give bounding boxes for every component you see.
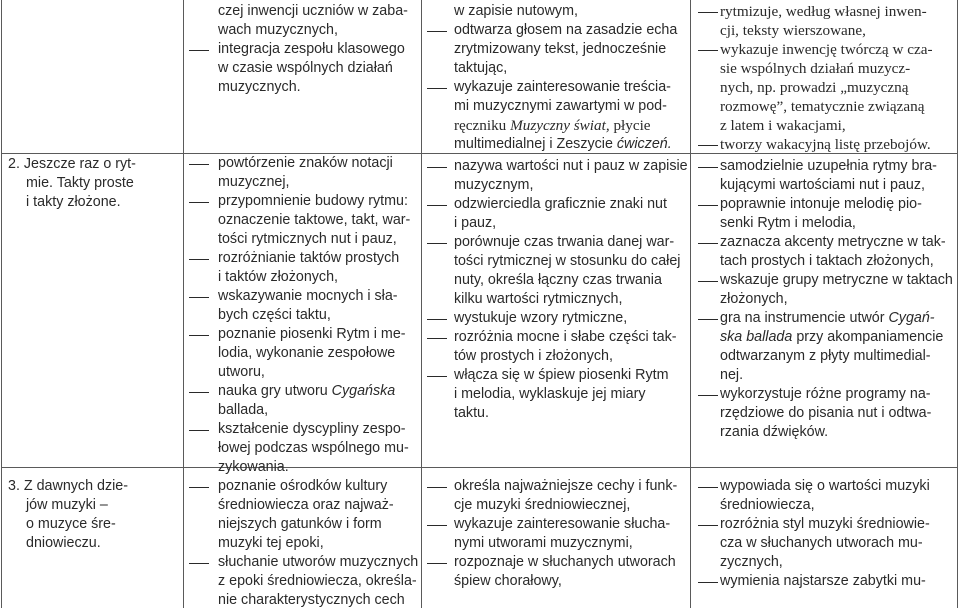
- column-divider: [957, 0, 958, 608]
- requirement-line: taktując,: [454, 60, 508, 76]
- bullet-dash: [427, 319, 447, 320]
- requirement-line: z latem i wakacjami,: [720, 117, 846, 134]
- requirement-line: rytmizuje, według własnej inwen-: [720, 3, 927, 20]
- bullet-dash: [698, 487, 718, 488]
- requirement-line: rzania dźwięków.: [720, 424, 829, 440]
- requirement-line: rzędziowe do pisania nut i odtwa-: [720, 405, 932, 421]
- bullet-dash: [698, 167, 718, 168]
- bullet-dash: [189, 202, 209, 203]
- lesson-topic-column: [0, 0, 183, 608]
- requirement-line: odtwarza głosem na zasadzie echa: [454, 22, 678, 38]
- requirement-line: rozpoznaje w słuchanych utworach: [454, 554, 676, 570]
- requirement-line: wykazuje zainteresowanie słucha-: [454, 516, 671, 532]
- requirement-line: cza w słuchanych utworach mu-: [720, 535, 923, 551]
- requirement-line: muzycznym,: [454, 177, 534, 193]
- bullet-dash: [189, 487, 209, 488]
- requirement-line: nych, np. prowadzi „muzyczną: [720, 79, 909, 96]
- requirement-line: i pauz,: [454, 215, 497, 231]
- requirement-line: nej.: [720, 367, 744, 383]
- requirement-line: porównuje czas trwania danej war-: [454, 234, 675, 250]
- requirement-line: włącza się w śpiew piosenki Rytm: [454, 367, 669, 383]
- bullet-dash: [698, 319, 718, 320]
- requirement-line: [454, 135, 672, 154]
- bullet-dash: [698, 243, 718, 244]
- bullet-dash: [698, 145, 718, 146]
- bullet-dash: [427, 167, 447, 168]
- content-line: łowej podczas wspólnego mu-: [218, 440, 409, 456]
- requirement-line: poprawnie intonuje melodię pio-: [720, 196, 922, 212]
- bullet-dash: [427, 563, 447, 564]
- topic-line: 3. Z dawnych dzie-: [8, 478, 128, 494]
- requirement-line: tworzy wakacyjną listę przebojów.: [720, 136, 931, 153]
- requirement-line: rozróżnia mocne i słabe części tak-: [454, 329, 677, 345]
- content-line: bych części taktu,: [218, 307, 331, 323]
- content-line: utworu,: [218, 364, 265, 380]
- requirement-line: zycznych,: [720, 554, 783, 570]
- topic-line: 2. Jeszcze raz o ryt-: [8, 156, 136, 172]
- bullet-dash: [698, 582, 718, 583]
- requirement-line: w zapisie nutowym,: [454, 3, 578, 19]
- content-line: muzyki tej epoki,: [218, 535, 324, 551]
- content-line: zykowania.: [218, 459, 289, 475]
- content-line: oznaczenie taktowe, takt, war-: [218, 212, 411, 228]
- bullet-dash: [698, 525, 718, 526]
- content-line: wach muzycznych,: [218, 22, 338, 38]
- bullet-dash: [189, 335, 209, 336]
- requirement-line: mi muzycznymi zawartymi w pod-: [454, 98, 667, 114]
- content-line: z epoki średniowiecza, określa-: [218, 573, 417, 589]
- bullet-dash: [427, 31, 447, 32]
- content-line: integracja zespołu klasowego: [218, 41, 405, 57]
- requirement-line: rozmowę”, tematycznie związaną: [720, 98, 925, 115]
- lesson-content-column: [183, 0, 421, 608]
- content-line: niejszych gatunków i form: [218, 516, 382, 532]
- content-line: średniowiecza oraz najważ-: [218, 497, 394, 513]
- requirement-line: kilku wartości rytmicznych,: [454, 291, 623, 307]
- requirement-line: zaznacza akcenty metryczne w tak-: [720, 234, 946, 250]
- requirement-line: wykorzystuje różne programy na-: [720, 386, 931, 402]
- bullet-dash: [427, 376, 447, 377]
- requirement-line: i melodia, wyklaskuje jej miary: [454, 386, 646, 402]
- bullet-dash: [698, 50, 718, 51]
- text-run: nauka gry utworu: [218, 383, 332, 399]
- requirement-line: wypowiada się o wartości muzyki: [720, 478, 930, 494]
- requirement-line: średniowiecza,: [720, 497, 815, 513]
- content-line: muzycznej,: [218, 174, 290, 190]
- requirement-line: [454, 116, 651, 135]
- content-line: poznanie piosenki Rytm i me-: [218, 326, 406, 342]
- requirement-line: senki Rytm i melodia,: [720, 215, 856, 231]
- bullet-dash: [427, 525, 447, 526]
- bullet-dash: [427, 88, 447, 89]
- song-title: ska ballada: [720, 329, 793, 345]
- content-line: kształcenie dyscypliny zespo-: [218, 421, 406, 437]
- content-line: lodia, wykonanie zespołowe: [218, 345, 396, 361]
- requirement-line: cje muzyki średniowiecznej,: [454, 497, 631, 513]
- topic-line: i takty złożone.: [26, 194, 121, 210]
- topic-line: dniowieczu.: [26, 535, 101, 551]
- book-title: ćwiczeń.: [616, 136, 672, 152]
- content-line: powtórzenie znaków notacji: [218, 155, 393, 171]
- bullet-dash: [189, 164, 209, 165]
- requirement-line: kującymi wartościami nut i pauz,: [720, 177, 925, 193]
- requirement-line: tów prostych i złożonych,: [454, 348, 613, 364]
- bullet-dash: [189, 297, 209, 298]
- topic-line: jów muzyki –: [26, 497, 108, 513]
- extended-requirements-column: [690, 0, 957, 608]
- content-line: [218, 382, 395, 401]
- content-line: rozróżnianie taktów prostych: [218, 250, 400, 266]
- content-line: słuchanie utworów muzycznych: [218, 554, 419, 570]
- topic-line: mie. Takty proste: [26, 175, 134, 191]
- requirement-line: samodzielnie uzupełnia rytmy bra-: [720, 158, 937, 174]
- content-line: i taktów złożonych,: [218, 269, 338, 285]
- bullet-dash: [189, 430, 209, 431]
- requirement-line: [720, 309, 935, 328]
- requirement-line: wymienia najstarsze zabytki mu-: [720, 573, 926, 589]
- requirement-line: taktu.: [454, 405, 489, 421]
- requirement-line: rozróżnia styl muzyki średniowie-: [720, 516, 930, 532]
- requirement-line: złożonych,: [720, 291, 788, 307]
- text-run: gra na instrumencie utwór: [720, 310, 889, 326]
- text-run: multimedialnej i Zeszycie: [454, 136, 617, 152]
- content-line: wskazywanie mocnych i sła-: [218, 288, 398, 304]
- bullet-dash: [189, 50, 209, 51]
- basic-requirements-column: [421, 0, 690, 608]
- requirement-line: sie wspólnych działań muzycz-: [720, 60, 911, 77]
- bullet-dash: [698, 395, 718, 396]
- requirement-line: odtwarzanym z płyty multimedial-: [720, 348, 931, 364]
- requirement-line: nazywa wartości nut i pauz w zapisie: [454, 158, 688, 174]
- song-title: Cygańska: [331, 383, 396, 399]
- content-line: przypomnienie budowy rytmu:: [218, 193, 408, 209]
- content-line: muzycznych.: [218, 79, 301, 95]
- bullet-dash: [189, 392, 209, 393]
- bullet-dash: [427, 338, 447, 339]
- requirement-line: [720, 328, 943, 347]
- requirement-line: nymi utworami muzycznymi,: [454, 535, 633, 551]
- content-line: ballada,: [218, 402, 269, 418]
- content-line: nie charakterystycznych cech: [218, 592, 405, 608]
- requirement-line: odzwierciedla graficznie znaki nut: [454, 196, 667, 212]
- content-line: w czasie wspólnych działań: [218, 60, 393, 76]
- bullet-dash: [698, 12, 718, 13]
- requirement-line: wystukuje wzory rytmiczne,: [454, 310, 628, 326]
- requirement-line: śpiew chorałowy,: [454, 573, 562, 589]
- bullet-dash: [189, 563, 209, 564]
- requirement-line: tości rytmicznej w stosunku do całej: [454, 253, 681, 269]
- requirement-line: zrytmizowany tekst, jednocześnie: [454, 41, 667, 57]
- bullet-dash: [698, 205, 718, 206]
- requirement-line: wykazuje zainteresowanie treścia-: [454, 79, 671, 95]
- bullet-dash: [427, 205, 447, 206]
- content-line: czej inwencji uczniów w zaba-: [218, 3, 408, 19]
- requirement-line: wykazuje inwencję twórczą w cza-: [720, 41, 933, 58]
- bullet-dash: [698, 281, 718, 282]
- text-run: płycie: [609, 117, 651, 134]
- content-line: poznanie ośrodków kultury: [218, 478, 388, 494]
- bullet-dash: [427, 487, 447, 488]
- song-title: Cygań-: [888, 310, 935, 326]
- requirement-line: cji, teksty wierszowane,: [720, 22, 866, 39]
- requirement-line: określa najważniejsze cechy i funk-: [454, 478, 678, 494]
- content-line: tości rytmicznych nut i pauz,: [218, 231, 397, 247]
- book-title: Muzyczny świat,: [510, 117, 610, 134]
- text-run: ręczniku: [454, 117, 511, 134]
- requirement-line: wskazuje grupy metryczne w taktach: [720, 272, 953, 288]
- topic-line: o muzyce śre-: [26, 516, 116, 532]
- bullet-dash: [189, 259, 209, 260]
- bullet-dash: [427, 243, 447, 244]
- requirement-line: tach prostych i taktach złożonych,: [720, 253, 934, 269]
- text-run: przy akompaniamencie: [792, 329, 944, 345]
- requirement-line: nuty, określa łączny czas trwania: [454, 272, 662, 288]
